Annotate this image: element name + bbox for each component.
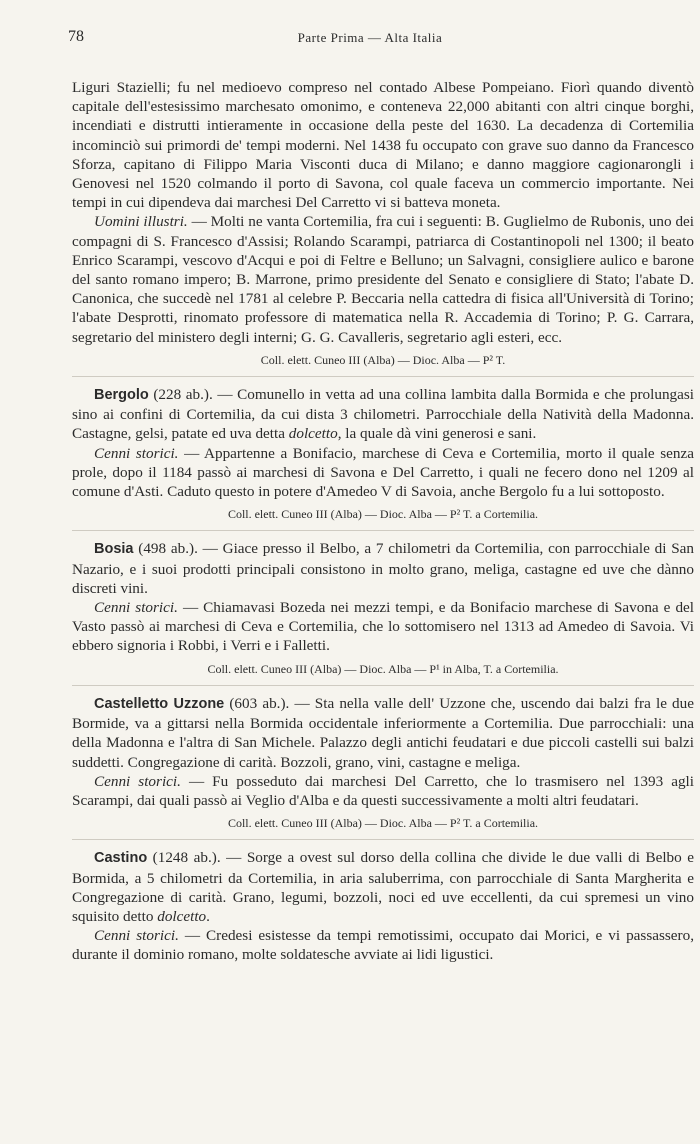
paragraph-text: — Credesi esistesse da tempi remotissimi, occupato dai Morici, e vi passassero, durante il dominio romano, molte soldatesche avviate ai lidi ligustici.: [72, 927, 694, 964]
paragraph-text: — Chiamavasi Bozeda nei mezzi tempi, e da Bonifacio marchese di Savona e del Vasto passò ai marchesi di Ceva e Cortemilia, che lo sottomisero nel 1313 ad Amedeo di Savoia. Vi ebbero signoria i Robbi, i Verri e i Falletti.: [72, 599, 695, 655]
running-title: Parte Prima — Alta Italia: [297, 30, 443, 45]
paragraph-text: (603 ab.). — Sta nella valle dell' Uzzone che, uscendo dai balzi fra le due Bormide, va a gittarsi nella Bormida occidentale inferiormente a Cortemilia. Due parrocchiali: una della Madonna e l'altra di San Michele. Palazzo degli antichi feudatari e due piccoli castelli sui balzi suddetti. Congregazione di carità. Bozzoli, grano, vini, castagne e meliga.: [72, 694, 694, 771]
entry-name: Castelletto Uzzone: [94, 695, 225, 712]
entry-name: Castino: [94, 850, 148, 867]
bosia-entry: [72, 539, 694, 598]
paragraph-text: — Appartenne a Bonifacio, marchese di Ceva e Cortemilia, morto il quale senza prole, dopo il 1184 passò ai marchesi di Savona e Del Carretto, i quali ne fecero dono nel 1209 al comune d'Asti. Caduto questo in potere d'Amedeo V di Savoia, anche Bergolo fu a lui sottoposto.: [72, 444, 694, 501]
page-number: 78: [68, 28, 84, 45]
paragraph-text: — Fu posseduto dai marchesi Del Carretto, che lo trasmisero nel 1393 agli Scarampi, dai quali passò ai Veglio d'Alba e da questi successivamente a molti altri feudatari.: [72, 772, 694, 809]
cortemilia-paragraph: Liguri Stazielli; fu nel medioevo compreso nel contado Albese Pompeiano. Fiorì quando diventò capitale dell'estesissimo marchesato omonimo, e conteneva 22,000 abitanti con altri cinque borghi, incendiati e distrutti intieramente in occasione della peste del 1630. La decadenza di Cortemilia incominciò sui primordi de' tempi moderni. Nel 1438 fu occupato con grave suo danno da Francesco Sforza, capitano di Filippo Maria Visconti duca di Milano; e danno maggiore cagionarongli i Genovesi nel 1520 colmando il porto di Savona, col quale faceva un commercio importante. Nei tempi in cui dipendeva dai marchesi Del Carretto vi si batteva moneta.: [72, 79, 694, 212]
entry-name: Bosia: [94, 541, 134, 558]
bosia-collegio: Coll. elett. Cuneo III (Alba) — Dioc. Alba — P¹ in Alba, T. a Cortemilia.: [207, 661, 559, 676]
section-label: Cenni storici.: [94, 772, 181, 790]
paragraph-text: (498 ab.). — Giace presso il Belbo, a 7 chilometri da Cortemilia, con parrocchiale di San Nazario, e i suoi prodotti principali consistono in molto grano, meliga, castagne ed uve che dànno discreti vini.: [72, 540, 694, 597]
paragraph-text: , la quale dà vini generosi e sani.: [337, 425, 537, 443]
entry-name: Bergolo: [94, 387, 149, 404]
page-header: [68, 28, 672, 48]
bergolo-history: [72, 444, 694, 502]
paragraph-text: (1248 ab.). — Sorge a ovest sul dorso della collina che divide le due valli di Belbo e Bormida, a 5 chilometri da Cortemilia, in aria saluberrima, con parrocchiale di Santa Margherita e Congregazione di carità. Grano, legumi, bozzoli, noci ed uve eccellenti, da cui spremesi un vino squisito detto: [72, 849, 694, 925]
castelletto-entry: [72, 694, 694, 772]
section-label: Cenni storici.: [94, 599, 178, 617]
section-label: Cenni storici.: [94, 444, 179, 462]
bergolo-collegio: Coll. elett. Cuneo III (Alba) — Dioc. Alba — P² T. a Cortemilia.: [227, 507, 539, 522]
divider: [72, 376, 694, 377]
paragraph-text: .: [206, 907, 210, 925]
cortemilia-collegio: Coll. elett. Cuneo III (Alba) — Dioc. Alba — P² T.: [260, 352, 506, 367]
page-body: [72, 78, 694, 965]
castelletto-collegio: Coll. elett. Cuneo III (Alba) — Dioc. Alba — P² T. a Cortemilia.: [227, 816, 539, 831]
paragraph-text: — Molti ne vanta Cortemilia, fra cui i seguenti: B. Guglielmo de Rubonis, uno dei compagni di S. Francesco d'Assisi; Rolando Scarampi, patriarca di Costantinopoli nel 1300; il beato Enrico Scarampi, vescovo d'Acqui e poi di Feltre e Belluno; un Salvagni, consigliere aulico e barone del santo romano impero; B. Marrone, primo presidente del Senato e consigliere di Stato; l'abate D. Canonica, che succedè nel 1781 al celebre P. Beccaria nella cattedra di fisica all'Università di Torino; l'abate Desprotti, rinomato professore di matematica nella R. Accademia di Torino; P. G. Carrara, segretario del ministero degli interni; G. G. Cavalleris, segretario agli esteri, ecc.: [72, 213, 694, 346]
cortemilia-illustrious-paragraph: [72, 212, 694, 346]
divider: [72, 685, 694, 686]
bergolo-entry: [72, 385, 694, 444]
italic-term: dolcetto: [288, 425, 338, 443]
divider: [72, 530, 694, 531]
castino-history: [72, 926, 694, 964]
italic-term: dolcetto: [157, 907, 207, 925]
bosia-history: [72, 598, 694, 656]
paragraph-text: (228 ab.). — Comunello in vetta ad una collina lambita dalla Bormida e che prolungasi sino ai confini di Cortemilia, da cui dista 3 chilometri. Parrocchiale della Natività della Madonna. Castagne, gelsi, patate ed uva detta: [72, 386, 694, 443]
section-label: Cenni storici.: [94, 927, 179, 945]
castino-entry: [72, 848, 694, 926]
castelletto-history: [72, 772, 694, 810]
section-label: Uomini illustri.: [94, 213, 188, 231]
divider: [72, 839, 694, 840]
